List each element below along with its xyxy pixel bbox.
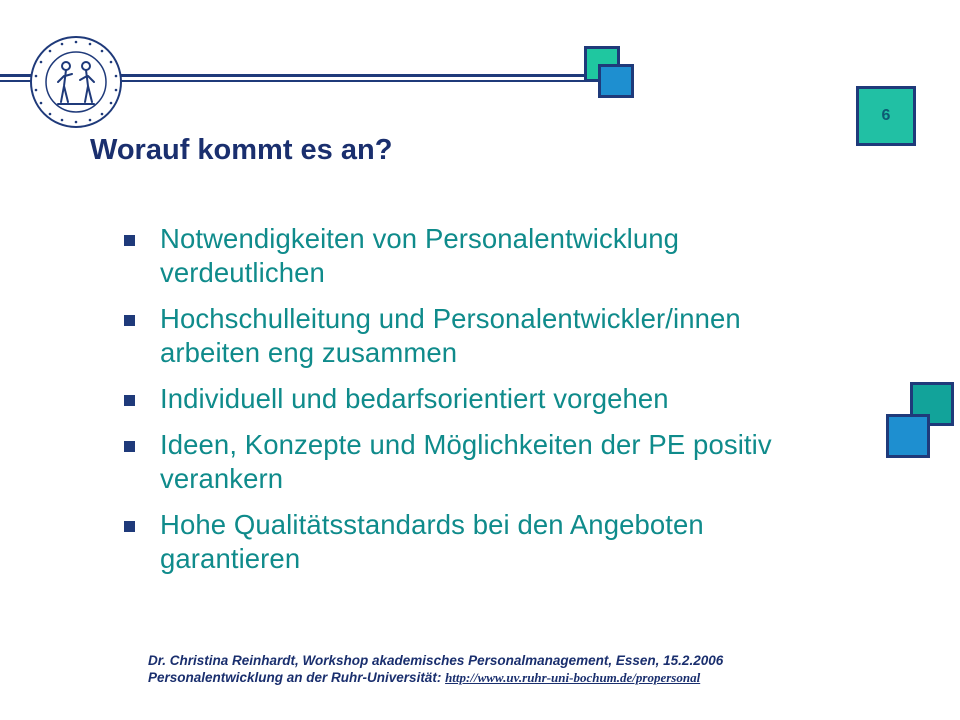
page-number: 6 bbox=[856, 86, 916, 146]
bullet-text: Individuell und bedarfsorientiert vorgehen bbox=[160, 383, 669, 414]
footer-author-line: Dr. Christina Reinhardt, Workshop akademisches Personalmanagement, Essen, 15.2.2006 bbox=[148, 653, 724, 668]
square-bullet-icon bbox=[124, 521, 135, 532]
bullet-item bbox=[124, 428, 824, 496]
bullet-list bbox=[124, 222, 824, 588]
ruhr-uni-bochum-seal-icon bbox=[28, 34, 124, 130]
slide-title: Worauf kommt es an? bbox=[90, 134, 393, 166]
square-bullet-icon bbox=[124, 395, 135, 406]
footer bbox=[148, 652, 848, 686]
footer-url-line bbox=[148, 669, 848, 686]
bullet-text: Hochschulleitung und Personalentwickler/innen arbeiten eng zusammen bbox=[160, 303, 741, 368]
square-bullet-icon bbox=[124, 315, 135, 326]
decor-square-blue-top bbox=[598, 64, 634, 98]
bullet-text: Ideen, Konzepte und Möglichkeiten der PE positiv verankern bbox=[160, 429, 772, 494]
bullet-text: Hohe Qualitätsstandards bei den Angeboten garantieren bbox=[160, 509, 704, 574]
bullet-item bbox=[124, 382, 824, 416]
decor-square-blue-right bbox=[886, 414, 930, 458]
bullet-item bbox=[124, 508, 824, 576]
bullet-item bbox=[124, 222, 824, 290]
footer-url-prefix: Personalentwicklung an der Ruhr-Universität: bbox=[148, 670, 442, 685]
footer-link[interactable]: http://www.uv.ruhr-uni-bochum.de/propersonal bbox=[445, 670, 701, 685]
bullet-text: Notwendigkeiten von Personalentwicklung verdeutlichen bbox=[160, 223, 680, 288]
bullet-item bbox=[124, 302, 824, 370]
square-bullet-icon bbox=[124, 235, 135, 246]
square-bullet-icon bbox=[124, 441, 135, 452]
